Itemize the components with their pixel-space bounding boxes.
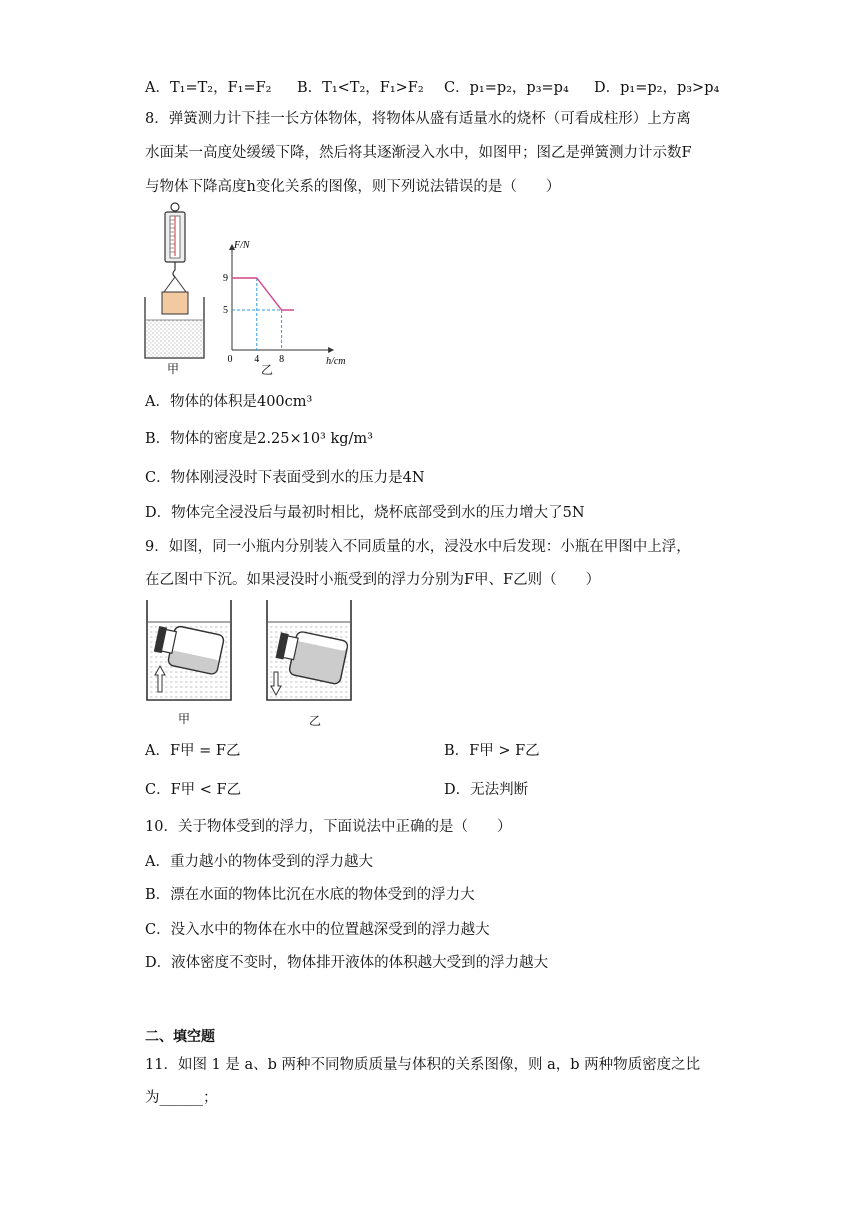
x-tick-label-4: 4 [254,354,260,365]
q8-option-b: B．物体的密度是2.25×10³ kg/m³ [145,431,373,447]
q7-option-b: B．T₁<T₂，F₁>F₂ [297,80,424,96]
series-line [232,278,294,310]
section-title-fill-in: 二、填空题 [145,1029,215,1045]
x-axis-label: h/cm [326,356,346,367]
q8-stem-line-2: 水面某一高度处缓缓下降，然后将其逐渐浸入水中，如图甲；图乙是弹簧测力计示数F [145,145,692,161]
x-tick-label-0: 0 [227,354,233,365]
q10-option-a: A．重力越小的物体受到的浮力越大 [145,854,373,870]
y-axis-label: F/N [234,240,250,251]
q8-option-d: D．物体完全浸没后与最初时相比，烧杯底部受到水的压力增大了5N [145,505,585,521]
q8-chart-yi [222,240,352,367]
q8-figure-jia [140,200,220,380]
q8-figure-label-yi: 乙 [261,363,274,377]
q7-option-d: D．p₁=p₂，p₃>p₄ [594,80,720,96]
q9-stem-line-2: 在乙图中下沉。如果浸没时小瓶受到的浮力分别为F甲、F乙则（ ） [145,572,601,588]
q8-option-c: C．物体刚浸没时下表面受到水的压力是4N [145,470,425,486]
q7-option-a: A．T₁=T₂，F₁=F₂ [145,80,272,96]
q7-option-c: C．p₁=p₂，p₃=p₄ [444,80,569,96]
q9-option-d: D．无法判断 [444,782,529,798]
q8-stem-line-1: 8．弹簧测力计下挂一长方体物体，将物体从盛有适量水的烧杯（可看成柱形）上方离 [145,111,691,127]
q9-option-a: A．F甲 = F乙 [145,743,241,759]
q9-figure-label-jia: 甲 [178,712,191,726]
q9-option-c: C．F甲 < F乙 [145,782,242,798]
q11-stem-line-1: 11．如图 1 是 a、b 两种不同物质质量与体积的关系图像，则 a，b 两种物质密度之比 [145,1057,701,1073]
y-tick-label-5: 5 [223,305,228,316]
q9-figure-label-yi: 乙 [309,714,322,728]
q9-figure-yi [265,600,355,705]
y-tick-label-9: 9 [223,273,228,284]
q8-figure-label-jia: 甲 [167,362,180,376]
q9-stem-line-1: 9．如图，同一小瓶内分别装入不同质量的水，浸没水中后发现：小瓶在甲图中上浮， [145,539,691,555]
q8-option-a: A．物体的体积是400cm³ [145,394,313,410]
x-tick-label-8: 8 [279,354,285,365]
q10-option-c: C．没入水中的物体在水中的位置越深受到的浮力越大 [145,922,490,938]
q10-option-b: B．漂在水面的物体比沉在水底的物体受到的浮力大 [145,887,475,903]
q11-stem-line-2: 为______； [145,1090,218,1106]
x-axis-arrow [328,347,334,353]
q10-stem: 10．关于物体受到的浮力，下面说法中正确的是（ ） [145,819,512,835]
q10-option-d: D．液体密度不变时，物体排开液体的体积越大受到的浮力越大 [145,955,549,971]
q9-figure-jia [145,600,235,705]
q9-option-b: B．F甲 > F乙 [444,743,540,759]
q8-stem-line-3: 与物体下降高度h变化关系的图像，则下列说法错误的是（ ） [145,179,561,195]
